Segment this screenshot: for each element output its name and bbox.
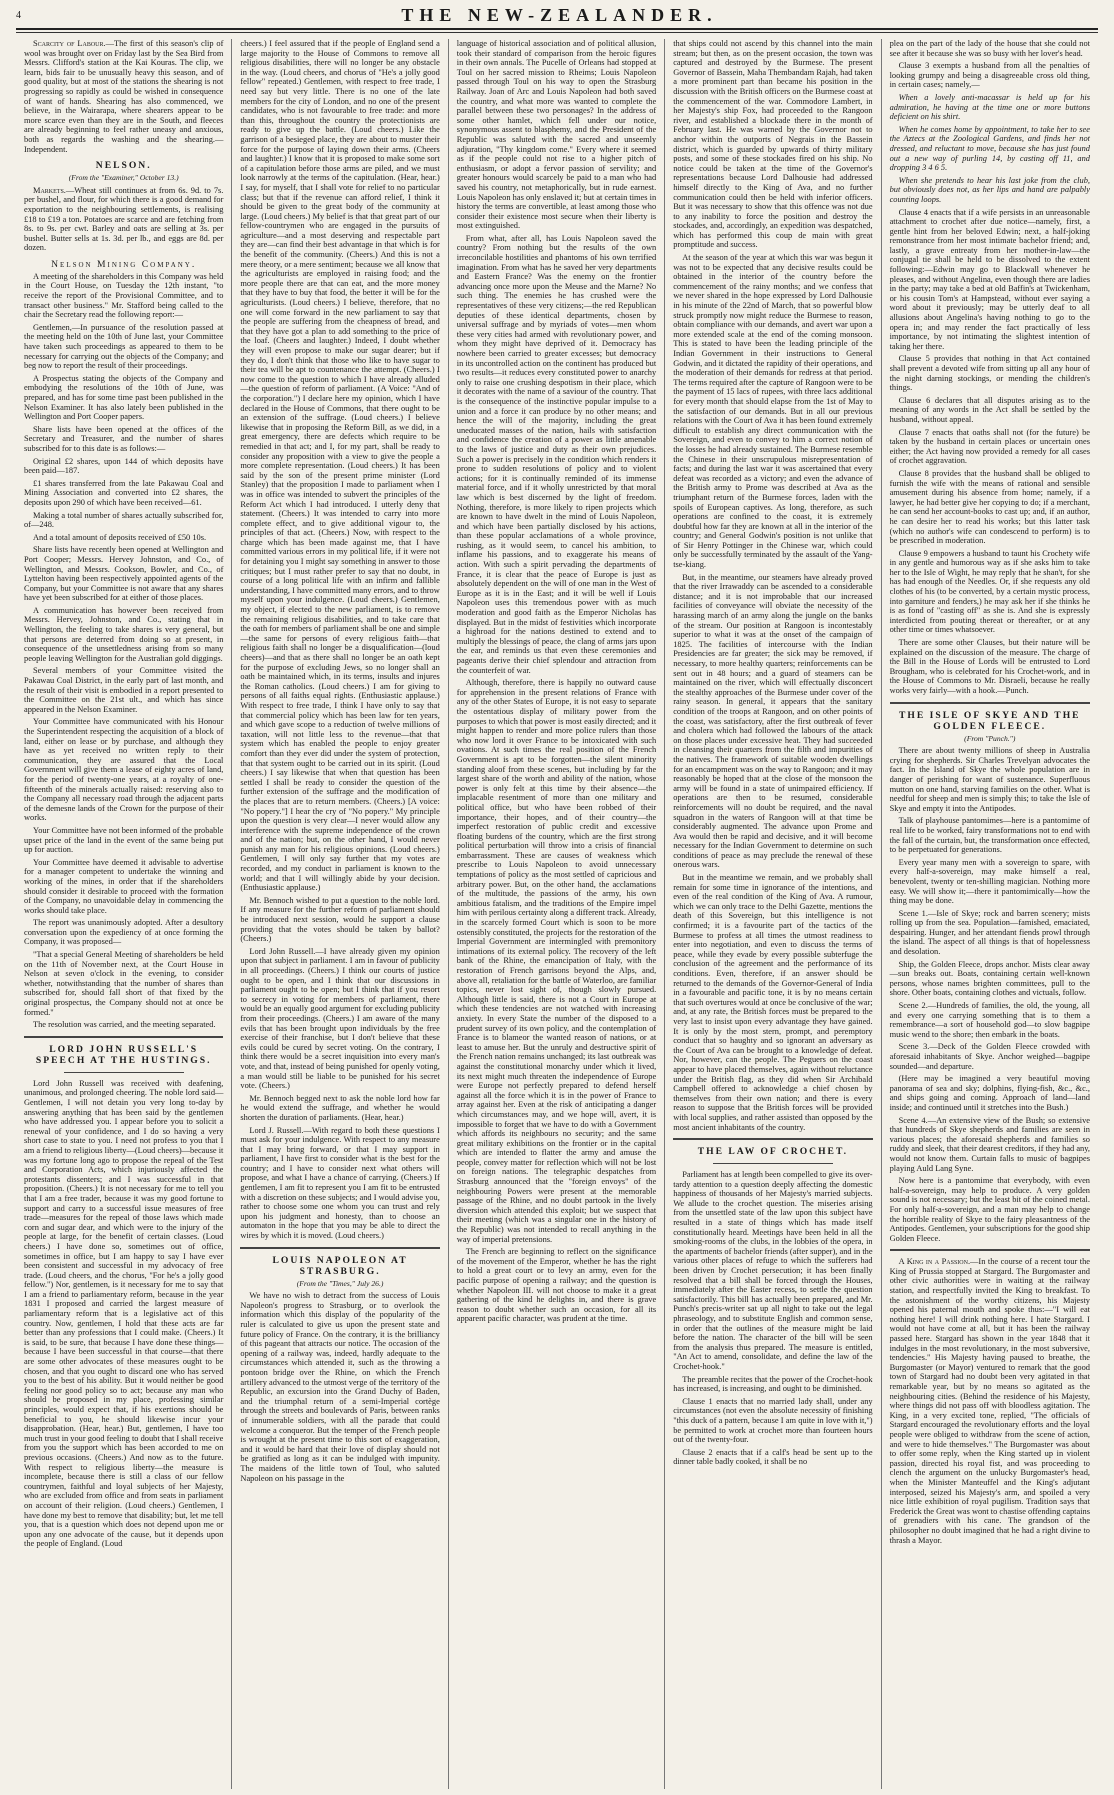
- article-headline: THE LAW OF CROCHET.: [697, 1146, 849, 1158]
- article-paragraph: [673, 1448, 872, 1467]
- article-paragraph: [890, 354, 1090, 392]
- article-paragraph: [24, 186, 223, 253]
- article-source-line: (From the "Examiner," October 13.): [68, 173, 179, 183]
- paragraph-body: language of historical association and of political allusion, took their standard of comparison from the heroic figures in their own annals. The Pucelle of Orleans had stopped at Toul on her sacred mission to Rheims; Louis Napoleon passed through Toul on his way to open the Strasburg Railway. Joan of Arc and Louis Napoleon had both saved the country, and what more was wanted to complete the parallel between these two personages? In the address of some other hamlet, which fell under our notice, synonymous assent to blasphemy, and the President of the Republic was saluted with the sacred and unseemly adjuration, "Thy kingdom come." Every where it seemed as if the people could not rise to a higher pitch of enthusiasm, or adopt a fervor passion of servility; and greater honours would scarcely be paid to a man who had saved his country, not metaphorically, but in rude earnest. Louis Napoleon has only enslaved it; but at certain times in history the terms are convertible, at least among those who consider their existence most secure when their liberty is most extinguished.: [456, 39, 657, 231]
- article-paragraph: [24, 511, 223, 530]
- newspaper-title: THE NEW-ZEALANDER.: [401, 4, 718, 25]
- header-rule: [16, 28, 1098, 30]
- article-paragraph: [890, 1001, 1090, 1039]
- article-paragraph: [24, 479, 223, 508]
- article-paragraph: [890, 746, 1090, 813]
- article-paragraph: [240, 947, 439, 1091]
- article-paragraph: [890, 1074, 1090, 1112]
- paragraph-body: Lord John Russell was received with deafening, unanimous, and prolonged cheering. The noble lord said—Gentlemen, I will not detain you very long to-day by answering anything that has been said by the gentlemen who have addressed you. I appear before you to solicit a renewal of your confidence, and I do so having a very short case to state to you. I need not profess to you that I am a friend to religious liberty—(Loud cheers)—because it was my fortune long ago to propose the repeal of the Test and Corporation Acts, which injuriously affected the protestants dissenters; and I was successful in that proposition. (Cheers.) It is not necessary for me to tell you that I am a free trader, because it was my good fortune to support and carry to a successful issue measures of free trade—measures for the repeal of those laws which made corn and sugar dear, and which were to the injury of the people at large, for the benefit of certain classes. (Loud cheers.) I have done so, sometimes out of office, sometimes in office, but I am happy to say I have ever been consistent and successful in my advocacy of free trade. (Loud cheers, and the chorus, "For he's a jolly good fellow.") Nor, gentlemen, is it necessary for me to say that I am a friend to parliamentary reform, because in the year 1831 I proposed and carried the largest measure of parliamentary reform that is a legislative act of this country. Now, gentlemen, I hold that these acts are far better than any professions that I could make. (Cheers.) It is said, to be sure, that because I have done these things—because I have been successful in that course—that there are some other advocates of these measures ought to be chosen, and that you ought to discard one who has served you to the best of his ability. But it would neither be good feeling nor good policy so to act; because any man who should be proposed in my place, professing similar principles, would expect that, if his exertions should be beneficial to you, he should likewise incur your disapprobation. (Hear, hear.) But, gentlemen, I have too much trust in your good feeling to doubt that I shall receive from you the support which has been accorded to me on previous occasions. (Cheers.) And now as to the future. With respect to religious liberty—the measure is incomplete, because there is still a class of our fellow countrymen, faithful and loyal subjects of her Majesty, who are excluded from office and from seats in parliament on account of their religion. (Loud cheers.) Gentlemen, I have done my best to remove that disability; but, let me tell you, that is a question which does not depend upon me or upon any one advocate of the cause, but it depends upon the people of England. (Loud: [24, 1078, 224, 1549]
- article-paragraph: [673, 1397, 872, 1445]
- paragraph-body: Clause 1 enacts that no married lady shall, under any circumstances (not even the absolute necessity of finishing "this duck of a pattern, because I am quite in love with it,") be permitted to work at crochet more than fourteen hours out of the twenty-four.: [673, 1396, 873, 1445]
- article-paragraph: [457, 678, 656, 1244]
- paragraph-body: Talk of playhouse pantomimes—here is a pantomime of real life to be worked, fairy transformations not to end with the fall of the curtain, but, the transformation once effected, to be perpetuated for generations.: [889, 816, 1090, 855]
- paragraph-body: The resolution was carried, and the meeting separated.: [33, 1020, 216, 1030]
- paragraph-body: When he comes home by appointment, to take her to see the Aztecs at the Zoological Gardens, and finds her not dressed, and reluctant to move, because she has just found out a new way of purling 14, by casting off 11, and dropping 3 4 6 5.: [889, 124, 1090, 173]
- paragraph-body: Scene 3.—Deck of the Golden Fleece crowded with aforesaid inhabitants of Skye. Anchor weighed—bagpipe sounded—and departure.: [889, 1042, 1090, 1071]
- article-paragraph: [890, 549, 1090, 635]
- paragraph-body: Clause 3 exempts a husband from all the penalties of looking grumpy and being a disagreeable cross old thing, in certain cases; namely,—: [889, 61, 1090, 90]
- paragraph-body: The French are beginning to reflect on the significance of the movement of the Emperor, whether he has the right to hold a great court or to levy an army, even for the pacific purpose of opening a railway; and the question is whether Napoleon III. will not choose to make it a great gathering of the kind he delights in, and there is grave reason to doubt whether such an occasion, for all its apparent pacific character, was prudent at the time.: [456, 1247, 657, 1324]
- section-divider: [713, 1163, 833, 1164]
- section-divider: [890, 702, 1090, 704]
- article-paragraph: [890, 1116, 1090, 1174]
- paragraph-body: —In the course of a recent tour the King of Prussia stopped at Stargard. The Burgomaster and other civic authorities were in waiting at the railway station, and respectfully invited the King to breakfast. To the astonishment of the worthy citizens, his Majesty opened his paternal mouth and spoke thus:—"I will eat nothing here! I will drink nothing here. I hate Stargard. I would not have come at all, but it has been the railway passed here. Stargard has shown in the year 1848 that it indulges in the most revolutionary, in the most subversive, tendencies." His Majesty having paused to breathe, the Burgomaster (or Mayor) ventured to remark that the good town of Stargard had no doubt been very agitated in that remarkable year, but by no means so agitated as the neighbouring cities. (Behind the residence of his Majesty, where things did not pass off with bloodless agitation. The King, in a very excited tone, replied, "The officials of Stargard encouraged the revolutionary efforts and the loyal people were obliged to withdraw from the scene of action, and were to hide themselves." The Burgomaster was about to offer some reply, when the King started up in violent passion, directed his royal fist, and was proceeding to clench the argument on the unlucky Burgomaster's head, when the Minister Manteuffel and the King's adjutant interposed, seized his Majesty's arm, and spoiled a very nice little exhibition of royal pugilism. Tradition says that Frederick the Great was wont to chastise offending captains of grenadiers with his cane. The grandson of the philosopher no doubt imagined that he had a right divine to thrash a Mayor.: [889, 1257, 1090, 1545]
- article-paragraph: [24, 457, 223, 476]
- article-paragraph: [24, 918, 223, 947]
- article-paragraph: [890, 208, 1090, 352]
- paragraph-lead-in: Scarcity of Labour.: [33, 39, 106, 48]
- section-divider: [673, 1138, 872, 1140]
- article-paragraph: [240, 1094, 439, 1123]
- article-paragraph: [673, 39, 872, 250]
- article-paragraph: [24, 272, 223, 320]
- paragraph-body: Scene 1.—Isle of Skye; rock and barren scenery; mists rolling up from the sea. Population—famished, emaciated, despairing. Hunger, and her attendant fiends prowl through the island. The aspect of all things is that of hopelessness and desolation.: [889, 908, 1090, 957]
- paragraph-body: Clause 8 provides that the husband shall be obliged to furnish the wife with the means of rational and sensible amusement during his absence from home; namely, if a lawyer, he had better give her copying to do; if a merchant, he can send her account-books to cast up; and, if an author, he can desire her to read his works; but this latter task (which no author's wife can condescend to perform) is to be prescribed in moderation.: [889, 468, 1090, 546]
- article-headline: LORD JOHN RUSSELL'S SPEECH AT THE HUSTINGS.: [35, 1043, 212, 1066]
- section-divider: [240, 1247, 439, 1249]
- article-source-line: (From the "Times," July 26.): [296, 1278, 384, 1288]
- article-paragraph: [24, 826, 223, 855]
- article-subheading: Nelson Mining Company.: [51, 258, 197, 270]
- section-divider: [24, 1036, 223, 1038]
- column-2: [232, 39, 448, 1789]
- article-paragraph: [890, 469, 1090, 546]
- paragraph-body: —The first of this season's clip of wool was brought over on Friday last by the Sea Bird from Messrs. Clifford's station at the Kai Kouras. The clip, we learn, bids fair to be unusually heavy this season, and of good quality, but at most of the stations the shearing is not progressing so rapidly as could be wished in consequence of want of hands. Shearing has also commenced, we believe, in the Wairarapa, where shearers appear to be more scarce even than they are in the South, and fleeces are already beginning to feel rather uneasy and anxious, both as regards the washing and the shearing.—Independent.: [24, 39, 224, 154]
- paragraph-body: Mr. Bennoch begged next to ask the noble lord how far he would extend the suffrage, and whether he would shorten the duration of parliaments. (Hear, hear.): [240, 1093, 440, 1122]
- article-headline: NELSON.: [95, 160, 152, 172]
- paragraph-body: Your Committee have deemed it advisable to advertise for a manager competent to undertake the winning and working of the mines, in order that if the shareholders should consider it desirable to proceed with the formation of the Company, no unavoidable delay in commencing the works should take place.: [24, 857, 224, 915]
- article-paragraph: [890, 1042, 1090, 1071]
- paragraph-body: Clause 2 enacts that if a calf's head be sent up to the dinner table badly cooked, it shall be no: [673, 1447, 873, 1467]
- header-rule-thin: [16, 32, 1098, 33]
- paragraph-body: plea on the part of the lady of the house that she could not see after it because she was so busy with her lover's head.: [889, 39, 1090, 58]
- article-paragraph: [240, 1291, 439, 1483]
- paragraph-body: Your Committee have communicated with his Honour the Superintendent respecting the acquisition of a block of land, either on lease or by purchase, and although they have as yet received no written reply to their communication, they are assured that the Local Government will give them a lease of eighty acres of land, for the period of twenty-one years, at a royalty of one-fifteenth of the minerals actually raised: reserving also to the Company all necessary road through the adjacent parts of the demesne lands of the Crown for the purpose of their works.: [24, 717, 224, 823]
- article-paragraph: [24, 533, 223, 543]
- paragraph-body: Clause 5 provides that nothing in that Act contained shall prevent a devoted wife from sitting up all any hour of the night darning stockings, or mending the children's things.: [889, 354, 1090, 393]
- article-paragraph: [673, 873, 872, 1132]
- paragraph-body: —Wheat still continues at from 6s. 9d. to 7s. per bushel, and flour, for which there is a good demand for exportation to the neighbouring settlements, is realising £18 to £19 a ton. Potatoes are scarce and are fetching from 8s. to 9s. per cwt. Barley and oats are selling at 3s. per bushel. Butter sells at 1s. 3d. per lb., and eggs are 8d. per dozen.: [24, 185, 224, 253]
- paragraph-body: But, in the meantime, our steamers have already proved that the river Irrawaddy can be ascended to a considerable distance; and it is not improbable that our increased facilities of conveyance will obviate the necessity of the harassing march of an army along the jungle on the banks of the stream. Our position at Rangoon is incontestably superior to what it was at the onset of the campaign of 1825. The facilities of intercourse with the Indian Presidencies are far greater; the sick may be removed, if necessary, to more healthy quarters; reinforcements can be sent out in 48 hours; and a guard of steamers can be maintained on the river, which will effectually disconcert the stealthy approaches of the Burmese under cover of the rainy season. In general, it appears that the sanitary condition of the troops at Rangoon, and on other points of the coast, was satisfactory, after the first outbreak of fever and cholera which had followed the labours of the attack on those places under excessive heat. They had succeeded in cleansing their quarters from the filth and impurities of the natives. The framework of suitable wooden dwellings for an encampment was on the way to Rangoon; and it may reasonably be hoped that at the close of the monsoon the army will be found in a state of unimpaired efficiency. If operations are then to be resumed, considerable reinforcements will no doubt be required, and the naval squadron in the waters of Rangoon will at that time be considerably augmented. The advance upon Prome and Ava would then be rapid and decisive, and it will become necessary for the Indian Government to determine on such conditions of peace as may preclude the renewal of these onerous wars.: [673, 572, 873, 870]
- paragraph-body: Lord John Russell.—I have already given my opinion upon that subject in parliament. I am in favour of publicity in all proceedings. (Cheers.) I think our courts of justice ought to be open, and I think that our discussions in parliament ought to be open; but I think that if you resort to secrecy in voting for members of parliament, there would be an equally good argument for excluding publicity from their proceedings. (Cheers.) I am aware of the many evils that has been brought upon individuals by the free exercise of their franchise, but I don't believe that these evils could be cured by secret voting. On the contrary, I think there would be a secret inquisition into every man's vote, and that, instead of being punished for openly voting, a man would still be liable to be punished for his secret vote. (Cheers.): [240, 946, 440, 1091]
- article-paragraph: [24, 323, 223, 371]
- article-paragraph: [673, 253, 872, 570]
- article-paragraph: [890, 816, 1090, 854]
- paragraph-lead-in: A King in a Passion.: [898, 1257, 971, 1267]
- article-paragraph: [24, 39, 223, 154]
- paragraph-lead-in: Markets.: [33, 185, 66, 195]
- article-paragraph: [890, 960, 1090, 998]
- paragraph-body: Original £2 shares, upon 144 of which deposits have been paid—187.: [24, 456, 224, 476]
- paragraph-body: Mr. Bennoch wished to put a question to the noble lord. If any measure for the further reform of parliament should be introduced next session, would he support a clause providing that the votes should be taken by ballot? (Cheers.): [240, 895, 440, 944]
- article-paragraph: [240, 1126, 439, 1241]
- article-paragraph: [673, 573, 872, 870]
- paragraph-body: Clause 6 declares that all disputes arising as to the meaning of any words in the Act shall be settled by the husband, without appeal.: [889, 395, 1090, 424]
- section-divider: [890, 1249, 1090, 1251]
- paragraph-body: Making a total number of shares actually subscribed for, of—248.: [24, 510, 224, 530]
- paragraph-body: Share lists have been opened at the offices of the Secretary and Treasurer, and the number of shares subscribed for to this date is as follows:—: [24, 424, 224, 453]
- article-paragraph: [24, 606, 223, 664]
- paragraph-body: Ship, the Golden Fleece, drops anchor. Mists clear away—sun breaks out. Boats, containing certain well-known persons, whose names brighten committees, pull to the shore. Other boats, containing clothes and victuals, follow.: [889, 959, 1090, 998]
- paragraph-body: Scene 2.—Hundreds of families, the old, the young, all and every one carrying something that is to them a remembrance—a sort of household god—to slow bagpipe music wend to the shore; then embark in the boats.: [889, 1001, 1090, 1039]
- article-headline: LOUIS NAPOLEON AT STRASBURG.: [272, 1254, 408, 1277]
- paragraph-body: At the season of the year at which this war was begun it was not to be expected that any decisive results could be obtained in the interior of the country before the commencement of the rainy months; and we confess that we never shared in the hope expressed by Lord Dalhousie in his minute of the 22nd of March, that so powerful blow struck promptly now might reduce the Burmese to reason, obtain compliance with our demands, and avert war upon a more extended scale at the end of the coming monsoon. This is stated to have been the leading principle of the Indian Government in their instructions to General Godwin, and it dictated the rapidity of their operations, and the moderation of their demands for redress at that period. The terms required after the capture of Rangoon were to be the payment of 15 lacs of rupees, with three lacs additional for every month that should elapse from the 1st of May to the satisfaction of our demands. But in all our previous relations with the Court of Ava it has been found extremely difficult to establish any direct communication with the Sovereign, and even to convey to him a correct notion of the losses he had already sustained. The Burmese resemble the Chinese in their unscrupulous misrepresentation of facts; and during the last war it was ascertained that every defeat was recorded as a victory; and even the advance of the British army to Prome was described at Ava as the triumphant return of the Burmese forces, laden with the spoils of European captives. As long, therefore, as such operations are confined to the coast, it is extremely doubtful how far they are known at all in the interior of the country; and General Godwin's position is not unlike that of Sir Henry Pottinger in the Chinese war, which could only be successfully terminated by the assault of the Yang-tse-kiang.: [673, 253, 873, 570]
- paragraph-body: The preamble recites that the power of the Crochet-hook has increased, is increasing, and ought to be diminished.: [673, 1374, 873, 1394]
- paragraph-body: Parliament has at length been compelled to give its over-tardy attention to a question deeply affecting the domestic happiness of thousands of her Majesty's married subjects. We allude to the crochet question. The miseries arising from the unsettled state of the law upon this subject have resulted in a state of things which has made itself constitutionally heard. Meetings have been held in all the smoking-rooms of the clubs, in the lobbies of the opera, in the apartments of bachelor friends (after supper), and in the various other places of refuge to which the sufferers had been driven by Crochet persecution; it has been finally resolved that a bill shall be forced through the Houses, immediately after the Easter recess, to settle the question satisfactorily. This bill has actually been prepared, and Mr. Punch's precis-writer sat up all night to take out the legal phraseology, and to substitute English and common sense, in order that the outlines of the measure might be laid before the nation. The character of the bill will be seen from the analysis thus prepared. The measure is entitled, "An Act to amend, consolidate, and define the law of the Crochet-hook.": [673, 1170, 873, 1371]
- paragraph-body: Gentlemen,—In pursuance of the resolution passed at the meeting held on the 10th of June last, your Committee have taken such proceedings as appeared to them to be necessary for carrying out the objects of the Company; and beg now to report the result of their proceedings.: [24, 322, 224, 371]
- paragraph-body: When a lovely anti-macassar is held up for his admiration, he having at the time one or more buttons deficient on his shirt.: [889, 92, 1090, 122]
- article-paragraph: [240, 39, 439, 893]
- article-paragraph: [24, 1020, 223, 1030]
- paragraph-body: Your Committee have not been informed of the probable upset price of the land in the event of the same being put up for auction.: [24, 825, 224, 855]
- article-source-line: (From "Punch."): [964, 733, 1016, 743]
- paragraph-body: Now here is a pantomime that everybody, with even half-a-sovereign, may help to produce. A very golden sound is not necessary; but the least bit of the coined metal. For only half-a-sovereign, and a man may help to change the horrible reality of Skye to the fairy pleasantness of the Antipodes. Gentlemen, your subscriptions for the good ship Golden Fleece.: [889, 1176, 1090, 1243]
- article-paragraph: [890, 176, 1090, 205]
- article-headline: THE ISLE OF SKYE AND THE GOLDEN FLEECE.: [899, 709, 1081, 732]
- paragraph-body: And a total amount of deposits received of £50 10s.: [33, 532, 207, 542]
- paragraph-body: Clause 7 enacts that oaths shall not (for the future) be taken by the husband in certain places or uncertain ones either; the Act having now provided a remedy for all cases of crochet aggravation.: [889, 427, 1090, 466]
- paragraph-body: A communication has however been received from Messrs. Hervey, Johnston, and Co., stating that in Wellington, the feeling to take shares is very general, but that persons are deterred from doing so at present, in consequence of the unsettledness arising from so many people leaving Wellington for the Australian gold diggings.: [24, 605, 224, 663]
- paragraph-body: Share lists have recently been opened at Wellington and Port Cooper; Messrs. Hervey Johnston, and Co., of Wellington, and Messrs. Cookson, Bowler, and Co., of Lyttelton having been respectively appointed agents of the Company, but your Committee is not aware that any shares have yet been subscribed for at either of those places.: [24, 545, 224, 603]
- article-paragraph: [24, 950, 223, 1017]
- article-paragraph: [890, 396, 1090, 425]
- article-paragraph: [890, 638, 1090, 696]
- column-1: [16, 39, 232, 1789]
- article-paragraph: [890, 858, 1090, 906]
- paragraph-body: From what, after all, has Louis Napoleon saved the country? From nothing but the results of the own irreconcilable hostilities and phantoms of his own terrified imagination. From what has he saved her very departments and Eastern France? Was the enemy on the frontier advancing once more upon the Meuse and the Marne? No such thing. The enemies he has crushed were the representatives of these very citizens;—the red Republican deputies of these identical departments, chosen by universal suffrage and by myriads of votes—men whom these very cities had armed with revolutionary power, and whom they might have deprived of it. Democracy has nowhere been carried to greater excesses; but democracy in its uncontrolled action on the continent has produced but two results—it reduces every constituted power to anarchy only to raise one crushing despotism in their place, which it decorates with the name of a saviour of the country. That is the consequence of the instinctive popular impulse to a union and a force it can produce by no other means; and hence the will of the majority, including the great uneducated masses of the nation, hails with satisfaction and confidence the creation of a power as little amenable to the laws of justice and duty as their own prejudices. Such a power is precisely in the condition which renders it prone to sudden resolutions of policy and to violent actions; for it is continually reminded of its immense material force, and if it wholly unrestricted by that moral law which is best discerned by the light of freedom. Nothing, therefore, is more likely to ripen projects which are known to have dwelt in the mind of Louis Napoleon, and which have been partially disclosed by his actions, than these popular acclamations of a whole province, rushing, as it would seem, to cancel his ambition, to inflame his passions, and to exaggerate his means of action. With such a spirit pervading the departments of France, it is clear that the peace of Europe is just as absolutely dependent on the will of one man in the West of Europe as it is in the East; and it will be well if Louis Napoleon uses this tremendous power with as much moderation and good faith as the Emperor Nicholas has displayed. But in the midst of festivities which incorporate a highroad for the nations destined to extend and to multiply the blessings of peace, the clang of arms jars upon the ear, and reminds us that even these ceremonies and pageants derive their chief splendour and attraction from the counterfeit of war.: [456, 233, 657, 675]
- column-3: [449, 39, 665, 1789]
- masthead: [16, 4, 1098, 26]
- paragraph-body: cheers.) I feel assured that if the people of England send a large majority to the House of Commons to remove all religious disabilities, there will no longer be any obstacle in the way. (Loud cheers, and chorus of "He's a jolly good fellow" repeated.) Gentlemen, with respect to free trade, I need say but very little. There is no one of the late members for the city of London, and no one of the present candidates, who is not favourable to free trade: and more than this, throughout the country the protectionists are ready to give up the battle. (Loud cheers.) Like the garrison of a besieged place, they are about to muster their force for the purpose of laying down their arms. (Cheers and laughter.) I know that it is proposed to make some sort of a capitulation before those arms are piled, and we must look narrowly at the terms of the capitulation. (Hear, hear.) I say, for myself, that I shall vote for relief to no particular class; but that if the revenue can afford relief, I think it should be given to the great body of the community at large. (Loud cheers.) My belief is that that great part of our fellow-countrymen who are engaged in the pursuits of agriculture—and a most deserving and respectable part they are—can find their best advantage in that which is for the benefit of the community. (Cheers.) And this is not a mere theory, or a mere sentiment; because we all know that the agriculturists are employed in raising food; and the more people there are that can eat, and the more money that they have to buy that food, the better it will be for the agriculturists. (Loud cheers.) I believe, therefore, that no one will come forward in the new parliament to say that the people are suffering from the cheapness of bread, and that they have got a plan to add something to the price of the loaf. (Cheers and laughter.) Indeed, I doubt whether they will even propose to make our sugar dearer; but if they do, I don't think that those who like to have sugar to their tea will be apt to countenance the attempt. (Cheers.) I now come to the question to which I have already alluded—the question of reform of parliament. (A Voice: "And of the corporation.") I declare here my opinion, which I have declared in the House of Commons, that there ought to be an extension of the suffrage. (Loud cheers.) I believe likewise that in proposing the Reform Bill, as we did, in a great emergency, there are defects which require to be remedied in that act; and I, for my part, shall be ready to consider any proposition with a view to give the people a more complete representation. (Loud cheers.) It has been said by the son of the present prime minister (Lord Stanley) that the proposition I made to parliament when I was in office was intended to subvert the principles of the Reform Act which I had introduced. I utterly deny that statement. (Cheers.) It was intended to carry into more complete effect, and to give additional vigour to, the principles of that act. (Cheers.) Now, with respect to the charge which has been made against me, that I have committed various errors in my political life, if it were not for detaining you I might say something in answer to those critiques; but I must rather prefer to say that no doubt, in course of a long political life with an infirm and fallible understanding, I have committed many errors, and to throw myself upon your indulgence. (Loud cheers.) Gentlemen, my object, if elected to the new parliament, is to remove the remaining religious disabilities, and to take care that the oath for members of parliament shall be one and simple —the same for persons of every religious faith—that religious faith shall no longer be a disqualification—(loud cheers)—and that as there shall no longer be an oath kept for the purpose of excluding Jews, so no longer shall an oath be maintained which, in its terms, insults and injures the Roman catholics. (Loud cheers.) I am for giving to persons of all faiths equal rights. (Enthusiastic applause.) With respect to free trade, I think I have only to say that that commercial policy which has been law for ten years, and which gave scope to a reduction of twelve millions of taxation, will not little less to the revenue—that that system which has enabled the people to enjoy greater comfort than they ever did under the system of protection, that that system ought to be carried out in its spirit. (Loud cheers.) I say likewise that when that question has been settled I shall be ready to consider the question of the further extension of the suffrage and the modification of the places that are to return members. (Cheers.) [A voice: "No popery."] I hear the cry of "No popery." My principle upon the question is very clear—I never would allow any interference with the supreme independence of the crown and of the nation; but, on the other hand, I would never punish any man for his religious opinions. (Loud cheers.) Gentlemen, I will only say further that my votes are recorded, and my conduct in parliament is known to the world; and that I will willingly abide by your decision. (Enthusiastic applause.): [240, 39, 440, 893]
- article-paragraph: [457, 1247, 656, 1324]
- article-paragraph: [24, 666, 223, 714]
- article-paragraph: [24, 425, 223, 454]
- article-paragraph: [24, 545, 223, 603]
- paragraph-body: There are about twenty millions of sheep in Australia crying for shepherds. Sir Charles Trevelyan advocates the fact. In the Island of Skye the whole population are in danger of perishing for want of sustenance. Superfluous mutton on one hand, starving families on the other. What is needful for sheep and men is simply this; to take the Isle of Skye and empty it into the Antipodes.: [889, 746, 1090, 813]
- paragraph-body: The report was unanimously adopted. After a desultory conversation upon the expediency of at once forming the Company, it was proposed—: [24, 918, 224, 947]
- article-paragraph: [890, 39, 1090, 58]
- paragraph-body: Although, therefore, there is happily no outward cause for apprehension in the present relations of France with any of the other States of Europe, it is not easy to separate the ostentatious display of military power from the purposes to which that power is most easily directed; and it might happen to render and more police rulers than those who now lord it over France to be intoxicated with such ovations. At such times the real position of the French Government is apt to be forgotten—the silent minority standing aloof from these scenes, but including by far the largest share of the worth and ability of the nation, whose power is only felt at this time by their absence—the implacable resentment of more than one military and political office, but who have been robbed of their importance, their hopes, and of their country—the imperfect restoration of public credit and excessive floating burdens of the country, which are the first strong political perturbation will throw into a crisis of financial embarrassment. These are causes of weakness which prescribe to Louis Napoleon to avoid unnecessary temptations of policy as the most settled of capricious and arbitrary power. But, on the other hand, the acclamations of the multitude, the passions of the army, his own ambitious fatalism, and the traditions of the Empire impel him with perilous certainty along a different track. Already, in the scarcely formed Court which is soon to be more ostensibly constituted, the projects for the restoration of the Imperial Government are intermingled with premonitory intimations of its external policy. The recovery of the left bank of the Rhine, the emancipation of Italy, with the restoration of French garrisons beyond the Alps, and, above all, retaliation for the battle of Waterloo, are familiar topics, never lost sight of, though slowly pursued. Although little is said, there is not a Court in Europe at which these tendencies are not watched with increasing anxiety. In every State the number of the disposed to a prudent survey of its own policy, and the contemplation of France is to blameor the wanted reason of nations, or at least to amuse her. But the unruly and destructive spirit of the French nation remains unchanged; its last outbreak was against the constitutional monarchy under which it lived, its next might much threaten the independence of Europe were Europe not perfectly prepared to defend herself against all the force which it is in the power of France to array against her. Even at the risk of anticipating a danger which circumstances may, and we hope will, avert, it is impossible to forget that we have to do with a Government which affords its neighbours no security; and the same great military exhibitions on the frontier or in the capital which are intended to flatter the army and amuse the people, convey matter for reflection which will not be lost on foreign nations. The telegraphic despatches from Strasburg announced that the "foreign envoys" of the neighbouring Powers were present at the memorable passage of the Rhine, and no doubt partook in the lively diversion which attended this exploit; but we suspect that their meeting (which was a singular one in the history of the Republic) was not intended to recall anything in the way of imperial pretensions.: [456, 678, 657, 1244]
- paragraph-body: Clause 9 empowers a husband to taunt his Crochety wife in any gentle and humorous way as if she asks him to take her to the Isle of Wight, he may reply that he shan't, for she has had enough of the Needles. Or, if she requests any old clothes of his (to be converted, by a certain mystic process, into garniture and fenders,) he may ask her if she thinks he is as fond of "casting off" as she is. And she is expressly interdicted from pouting thereat or thereafter, or at any other time or times whatsoever.: [889, 548, 1090, 635]
- article-paragraph: [457, 234, 656, 675]
- article-columns: [16, 39, 1098, 1789]
- article-paragraph: [24, 858, 223, 916]
- paragraph-body: £1 shares transferred from the late Pakawau Coal and Mining Association and converted into £2 shares, the deposits upon 290 of which have been received—61.: [24, 478, 224, 507]
- article-paragraph: [890, 93, 1090, 122]
- column-5: [882, 39, 1098, 1789]
- paragraph-body: Lord J. Russell.—With regard to both these questions I must ask for your indulgence. With respect to any measure that I may bring forward, or that I may support in parliament, I have first to consider what is the best for the country; and I have to consider next what others will propose, and what I have a chance of carrying. (Cheers.) If gentlemen, I am fit to represent you I am fit to be entrusted with a discretion on these subjects; and I would advise you, rather to choose some one whom you can trust and rely upon his judgment and honesty, than to choose an automaton in the hope that you may be able to direct the wires by which it is moved. (Loud cheers.): [240, 1125, 440, 1241]
- article-paragraph: [24, 717, 223, 823]
- paragraph-body: When she pretends to hear his last joke from the club, but obviously does not, as her lips and hand are palpably counting loops.: [889, 175, 1090, 204]
- article-paragraph: [24, 374, 223, 422]
- article-paragraph: [890, 1176, 1090, 1243]
- paragraph-body: But in the meantime we remain, and we probably shall remain for some time in ignorance of the intentions, and even of the real condition of the King of Ava. A rumour, which we can only trace to the Delhi Gazette, mentions the death of this Sovereign, but this intelligence is not confirmed; it is a favourite part of the tactics of the Burmese to profess at all times the utmost readiness to enter into negotiation, and even to discuss the terms of peace, while they evade by every possible subterfuge the conclusion of the agreement and the performance of its conditions. Even, therefore, if an answer should be returned to the demands of the Governor-General of India in a favourable and pacific tone, it is by no means certain that such overtures would at once be conclusive of the war; and, at any rate, the British forces must be prepared to the very last to insist upon every advantage they have gained. It is only by the most stern, prompt, and peremptory conduct that so haughty and so ignorant an adversary as the Court of Ava can be brought to a knowledge of defeat. Nor, however, can the people. The Peguers on the coast appear to have placed themselves, again without reluctance under the British flag, as they did when Sir Archibald Campbell offered to acknowledge a chief chosen by themselves from their own nation; and there is every reason to suppose that the British forces will be provided with local supplies, and rather assisted than opposed by the most ancient inhabitants of the country.: [673, 873, 873, 1132]
- article-paragraph: [890, 1257, 1090, 1545]
- paragraph-body: that ships could not ascend by this channel into the main stream; but then, as on the present occasion, the town was captured and destroyed by the Burmese. The present Governor of Bassein, Maha Thembandam Rajah, had taken a more prominent part than became his position in the discussion with the British officers on the Burmese coast at the commencement of the war. Commodore Lambert, in her Majesty's ship Fox, had proceeded to the Rangoon river, and established a blockade there in the month of February last. He was warned by the Governor not to anchor within the outports of Negrais in the Bassein district, which is guarded by upwards of thirty military posts, and some of these stockades fired on his ship. No notice could be taken at the time of the Governor's representations because Lord Dalhousie had addressed himself directly to the King of Ava, and no further communication could then be held with inferior officers. But it was necessary to show that this offence was not due to any inability to force the position and destroy the stockades, and, accordingly, an expedition was despatched, which has performed this coup de main with great promptitude and success.: [673, 39, 873, 250]
- paragraph-body: Several members of your Committee visited the Pakawau Coal District, in the early part of last month, and the result of their visit is embodied in a report presented to the Committee on the 21st ult., and which has since appeared in the Nelson Examiner.: [24, 666, 224, 714]
- section-divider: [64, 1072, 184, 1073]
- article-paragraph: [890, 125, 1090, 173]
- paragraph-body: Clause 4 enacts that if a wife persists in an unreasonable attachment to crochet after due notice—namely, first, a gentle hint from her beloved Edwin; next, a half-joking remonstrance from her most intimate bachelor friend; and, lastly, a grave entreaty from her mother-in-law—the conjugal tie shall be held to be dissolved to the extent following:—Edwin may go to Blackwall whenever he pleases, and without Angelina, even though there are ladies in the party; may take a bed at old Baffin's at Twickenham, or his cousin Tom's at Hampstead, without ever saying a word about it previously; may be utterly deaf to all allusions about Angelina's having nothing to go to the opera in; and may render the fact practically of less importance, by not intimating the slightest intention of taking her there.: [889, 207, 1090, 351]
- paragraph-body: Every year many men with a sovereign to spare, with every half-a-sovereign, may make himself a real, benevolent, twenty or ten-shilling magician. Nothing more easy. We will show it;—there it pantomimically—how the thing may be done.: [889, 857, 1090, 906]
- article-paragraph: [673, 1375, 872, 1394]
- paragraph-body: There are some other Clauses, but their nature will be explained on the discussion of the measure. The charge of the Bill in the House of Lords will be entrusted to Lord Brougham, who is celebrated for his Crochet-work, and in the House of Commons to Mr. Disraeli, because he really works very fairly—with a hook.—Punch.: [889, 638, 1090, 695]
- article-paragraph: [890, 61, 1090, 90]
- article-paragraph: [457, 39, 656, 231]
- article-paragraph: [890, 428, 1090, 466]
- paragraph-body: "That a special General Meeting of shareholders be held on the 11th of November next, at the Court House in Nelson at seven o'clock in the evening, to consider whether, notwithstanding that the number of shares than subscribed for, should fall short of that fixed by the original prospectus, the Company should not at once be formed.": [24, 950, 224, 1017]
- article-paragraph: [890, 909, 1090, 957]
- paragraph-body: (Here may be imagined a very beautiful moving panorama of sea and sky; dolphins, flying-fish, &c., &c., and ships going and coming. Approach of land—land inside; and continued until it stretches into the Bush.): [889, 1074, 1090, 1112]
- page-mark: 4: [16, 9, 21, 21]
- paragraph-body: We have no wish to detract from the success of Louis Napoleon's progress to Strasburg, or to overlook the information which this display of the popularity of the ruler is calculated to give us upon the present state and future policy of France. On the contrary, it is the brilliancy of this pageant that attracts our notice. The occasion of the opening of a railway was, indeed, hardly adequate to the circumstances which attended it, such as the throwing a pontoon bridge over the Rhine, on which the French artillery advanced to the utmost verge of the territory of the Republic, an excursion into the Grand Duchy of Baden, and the triumphal return of a semi-Imperial cortège through the streets and boulevards of Paris, between ranks of innumerable soldiers, with all the parade that could welcome a conqueror. But the temper of the French people is wrought at the present time to this sort of exaggeration, and it would be hard that their love of display should not be gratified as long as it can be indulged with impunity. The maidens of the little town of Toul, who saluted Napoleon on his passage in the: [240, 1291, 440, 1483]
- article-paragraph: [673, 1170, 872, 1371]
- paragraph-body: Scene 4.—An extensive view of the Bush; so extensive that hundreds of Skye shepherds and families are seen in various places; the aforesaid shepherds and families so ruddy and sleek, that their dearest creditors, if they had any, would not know them. Curtain falls to music of bagpipes playing Auld Lang Syne.: [889, 1115, 1090, 1173]
- column-4: [665, 39, 881, 1789]
- article-paragraph: [240, 896, 439, 944]
- paragraph-body: A Prospectus stating the objects of the Company and embodying the resolutions of the 10th of June, was prepared, and has for some time past been published in the Nelson Examiner. It has also lately been published in the Wellington and Port Cooper papers.: [24, 373, 224, 422]
- article-paragraph: [24, 1079, 223, 1549]
- paragraph-body: A meeting of the shareholders in this Company was held in the Court House, on Tuesday the 12th instant, "to receive the report of the Provisional Committee, and to transact other business." Mr. Stafford being called to the chair the Secretary read the following report:—: [24, 271, 224, 320]
